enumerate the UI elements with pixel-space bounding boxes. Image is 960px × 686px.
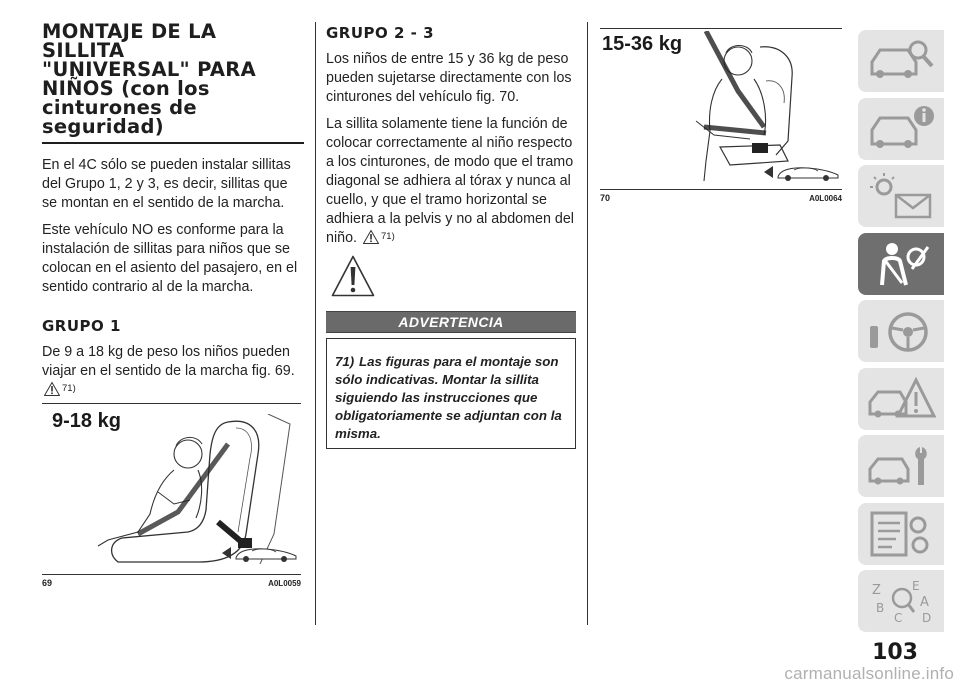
figure-weight-label: 15-36 kg <box>602 33 683 55</box>
car-info-icon <box>866 104 936 154</box>
group1-heading: GRUPO 1 <box>42 317 121 335</box>
alphabet-index-icon <box>866 576 936 626</box>
svg-text:Z: Z <box>872 583 881 598</box>
warning-tab[interactable] <box>858 368 944 430</box>
warning-title: ADVERTENCIA <box>398 314 504 330</box>
warning-reference: 71) <box>62 383 76 394</box>
figure-number: 70 <box>600 193 611 203</box>
section-title <box>42 22 304 144</box>
svg-text:E: E <box>912 579 920 593</box>
title-line: cinturones de <box>42 96 197 119</box>
steering-wheel-icon <box>866 306 936 356</box>
lights-envelope-icon <box>866 171 936 221</box>
warning-reference: 71) <box>381 231 395 242</box>
title-line: NIÑOS (con los <box>42 77 210 100</box>
title-line: "UNIVERSAL" PARA <box>42 58 257 81</box>
title-line: MONTAJE DE LA <box>42 20 217 43</box>
seat-function-paragraph <box>326 115 576 250</box>
svg-text:B: B <box>876 601 885 615</box>
figure-weight-label: 9-18 kg <box>52 410 121 432</box>
car-warning-icon <box>866 374 936 424</box>
svg-text:A: A <box>920 595 929 610</box>
figure-69 <box>42 403 301 588</box>
intro-paragraph: En el 4C sólo se pueden instalar sillitas del Grupo 1, 2 y 3, es decir, sillitas que se montan en el sentido de la marcha. <box>42 157 291 211</box>
group1-paragraph <box>42 343 304 402</box>
car-orientation-icon <box>764 161 842 183</box>
title-line: seguridad) <box>42 115 164 138</box>
car-wrench-icon <box>866 441 936 491</box>
restriction-paragraph: Este vehículo NO es conforme para la instalación de sillitas para niños que se colocan en el asiento del pasajero, en el sentido contrario al de la marcha. <box>42 222 298 295</box>
info-tab[interactable] <box>858 98 944 160</box>
group23-paragraph: Los niños de entre 15 y 36 kg de peso pueden sujetarse directamente con los cinturones del vehículo fig. 70. <box>326 51 572 105</box>
booster-seat-group23-illustration <box>660 31 810 181</box>
svg-text:D: D <box>922 611 932 625</box>
figure-number: 69 <box>42 578 53 588</box>
warning-header-bar <box>326 311 576 333</box>
lights-tab[interactable] <box>858 165 944 227</box>
document-gear-icon <box>866 509 936 559</box>
watermark: carmanualsonline.info <box>784 664 954 683</box>
index-tab[interactable] <box>858 570 944 632</box>
warning-text: Las figuras para el montaje son sólo indicativas. Montar la sillita siguiendo las instrucciones que obligatoriamente se adjuntan con la misma. <box>335 354 562 441</box>
figure-70 <box>600 28 842 203</box>
safety-tab[interactable] <box>858 233 944 295</box>
maintenance-tab[interactable] <box>858 435 944 497</box>
warning-triangle-icon <box>44 382 60 402</box>
dashboard-tab[interactable] <box>858 30 944 92</box>
seatbelt-airbag-icon <box>866 239 936 289</box>
column-divider <box>315 22 316 625</box>
figure-code: A0L0059 <box>268 579 301 588</box>
car-magnifier-icon <box>866 36 936 86</box>
svg-text:C: C <box>894 611 903 625</box>
specs-tab[interactable] <box>858 503 944 565</box>
title-line: SILLITA <box>42 39 125 62</box>
group23-heading: GRUPO 2 - 3 <box>326 24 435 42</box>
warning-note <box>335 353 567 443</box>
group1-text: De 9 a 18 kg de peso los niños pueden viajar en el sentido de la marcha fig. 69. <box>42 344 295 379</box>
middle-column <box>326 22 576 250</box>
warning-triangle-icon <box>331 255 375 302</box>
page-number: 103 <box>872 640 918 665</box>
car-orientation-icon <box>222 542 300 564</box>
warning-box <box>326 338 576 449</box>
column-divider <box>587 22 588 625</box>
warning-number: 71) <box>335 354 355 369</box>
left-column <box>42 22 304 402</box>
chapter-sidebar <box>858 30 944 638</box>
warning-triangle-icon <box>363 230 379 250</box>
figure-code: A0L0064 <box>809 194 842 203</box>
driving-tab[interactable] <box>858 300 944 362</box>
seat-function-text: La sillita solamente tiene la función de colocar correctamente al niño respecto a los cinturones, de modo que el tramo diagonal se adhiera al tórax y nunca al cuello, y que el tramo horizontal se adhiera a la pelvis y no al abdomen del niño. <box>326 116 574 246</box>
